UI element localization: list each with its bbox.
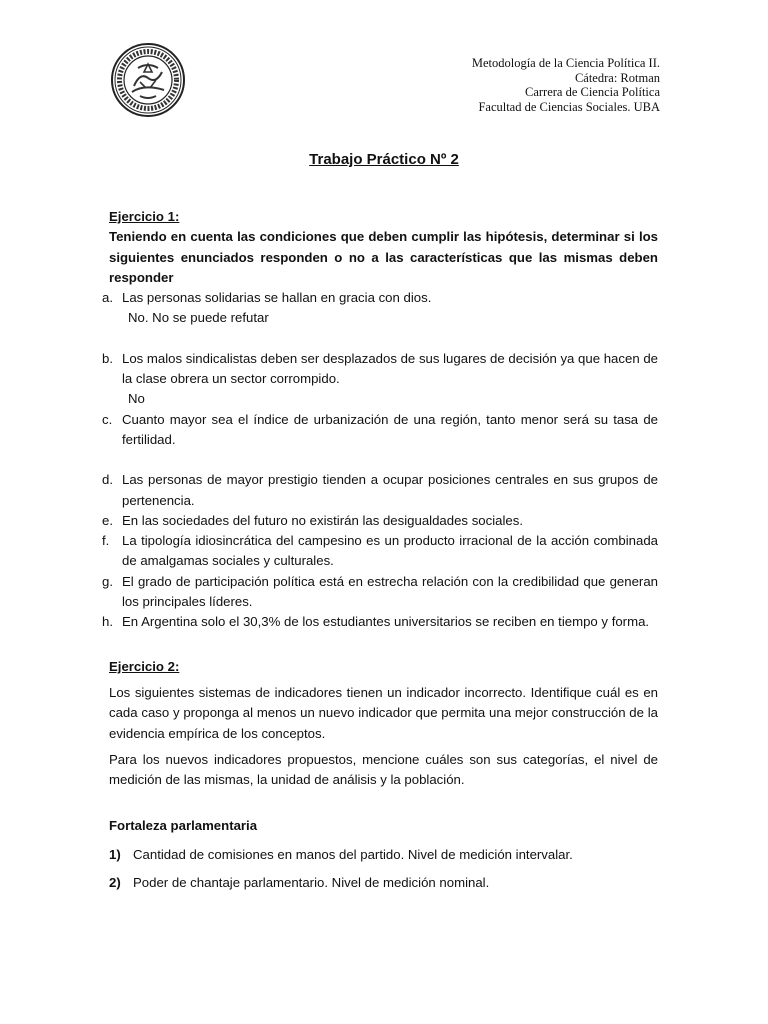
ejercicio-2-paragraph-2: Para los nuevos indicadores propuestos, mencione cuáles son sus categorías, el nivel de medición de las mismas, la unidad de análisis y la población. [109, 751, 658, 788]
list-marker: d. [102, 472, 113, 488]
list-item [102, 612, 658, 632]
list-item-text: Cuanto mayor sea el índice de urbanización de una región, tanto menor será su tasa de fertilidad. [122, 411, 658, 447]
header-line-chair: Cátedra: Rotman [574, 70, 660, 85]
list-item [102, 349, 658, 390]
numbered-marker: 2) [109, 875, 121, 891]
ejercicio-2-paragraph-1: Los siguientes sistemas de indicadores tienen un indicador incorrecto. Identifique cuál es en cada caso y proponga al menos un nuevo indicador que permita una mejor construcción de la evidencia empírica de los conceptos. [109, 684, 658, 741]
list-item-text: El grado de participación política está en estrecha relación con la credibilidad que generan los principales líderes. [122, 573, 658, 610]
ejercicio-1-heading: Ejercicio 1: [109, 209, 180, 224]
list-item [102, 511, 658, 531]
header-line-course: Metodología de la Ciencia Política II. [471, 56, 660, 70]
header-line-career: Carrera de Ciencia Política [524, 85, 660, 99]
header-line-faculty: Facultad de Ciencias Sociales. UBA [478, 99, 660, 114]
document-body [102, 207, 658, 893]
list-item [102, 572, 658, 613]
list-marker: c. [102, 411, 113, 427]
list-marker: f. [102, 533, 110, 549]
numbered-item [109, 845, 658, 865]
list-item [102, 410, 658, 451]
list-item-text: La tipología idiosincrática del campesino es un producto irracional de la acción combinada de amalgamas sociales y culturales. [122, 533, 658, 569]
ejercicio-1-instruction: Teniendo en cuenta las condiciones que deben cumplir las hipótesis, determinar si los siguientes enunciados responden o no a las características que las mismas deben responder [109, 229, 658, 285]
document-header [472, 56, 660, 114]
list-item-text: Las personas de mayor prestigio tienden a ocupar posiciones centrales en sus grupos de pertenencia. [122, 472, 658, 508]
list-marker: b. [102, 350, 113, 366]
list-item [102, 470, 658, 511]
list-item-answer: No. No se puede refutar [128, 310, 269, 326]
list-item-text: En Argentina solo el 30,3% de los estudiantes universitarios se reciben en tiempo y forma. [122, 614, 650, 630]
list-item-answer: No [128, 391, 145, 407]
list-item [102, 531, 658, 572]
numbered-item [109, 873, 658, 893]
list-item [102, 288, 658, 308]
list-item-text: En las sociedades del futuro no existirán las desigualdades sociales. [122, 512, 523, 528]
numbered-marker: 1) [109, 846, 121, 862]
university-seal-logo [110, 42, 186, 118]
numbered-item-text: Poder de chantaje parlamentario. Nivel de medición nominal. [133, 875, 490, 891]
list-marker: h. [102, 614, 113, 630]
list-item-text: Los malos sindicalistas deben ser desplazados de sus lugares de decisión ya que hacen de la clase obrera un sector corrompido. [122, 350, 658, 387]
page-title: Trabajo Práctico Nº 2 [309, 151, 459, 168]
list-marker: a. [102, 290, 113, 306]
list-marker: e. [102, 512, 113, 528]
list-marker: g. [102, 573, 113, 589]
section-title: Fortaleza parlamentaria [109, 818, 258, 834]
ejercicio-2-heading: Ejercicio 2: [109, 658, 180, 674]
list-item-text: Las personas solidarias se hallan en gracia con dios. [122, 290, 432, 306]
numbered-item-text: Cantidad de comisiones en manos del partido. Nivel de medición intervalar. [133, 846, 573, 862]
